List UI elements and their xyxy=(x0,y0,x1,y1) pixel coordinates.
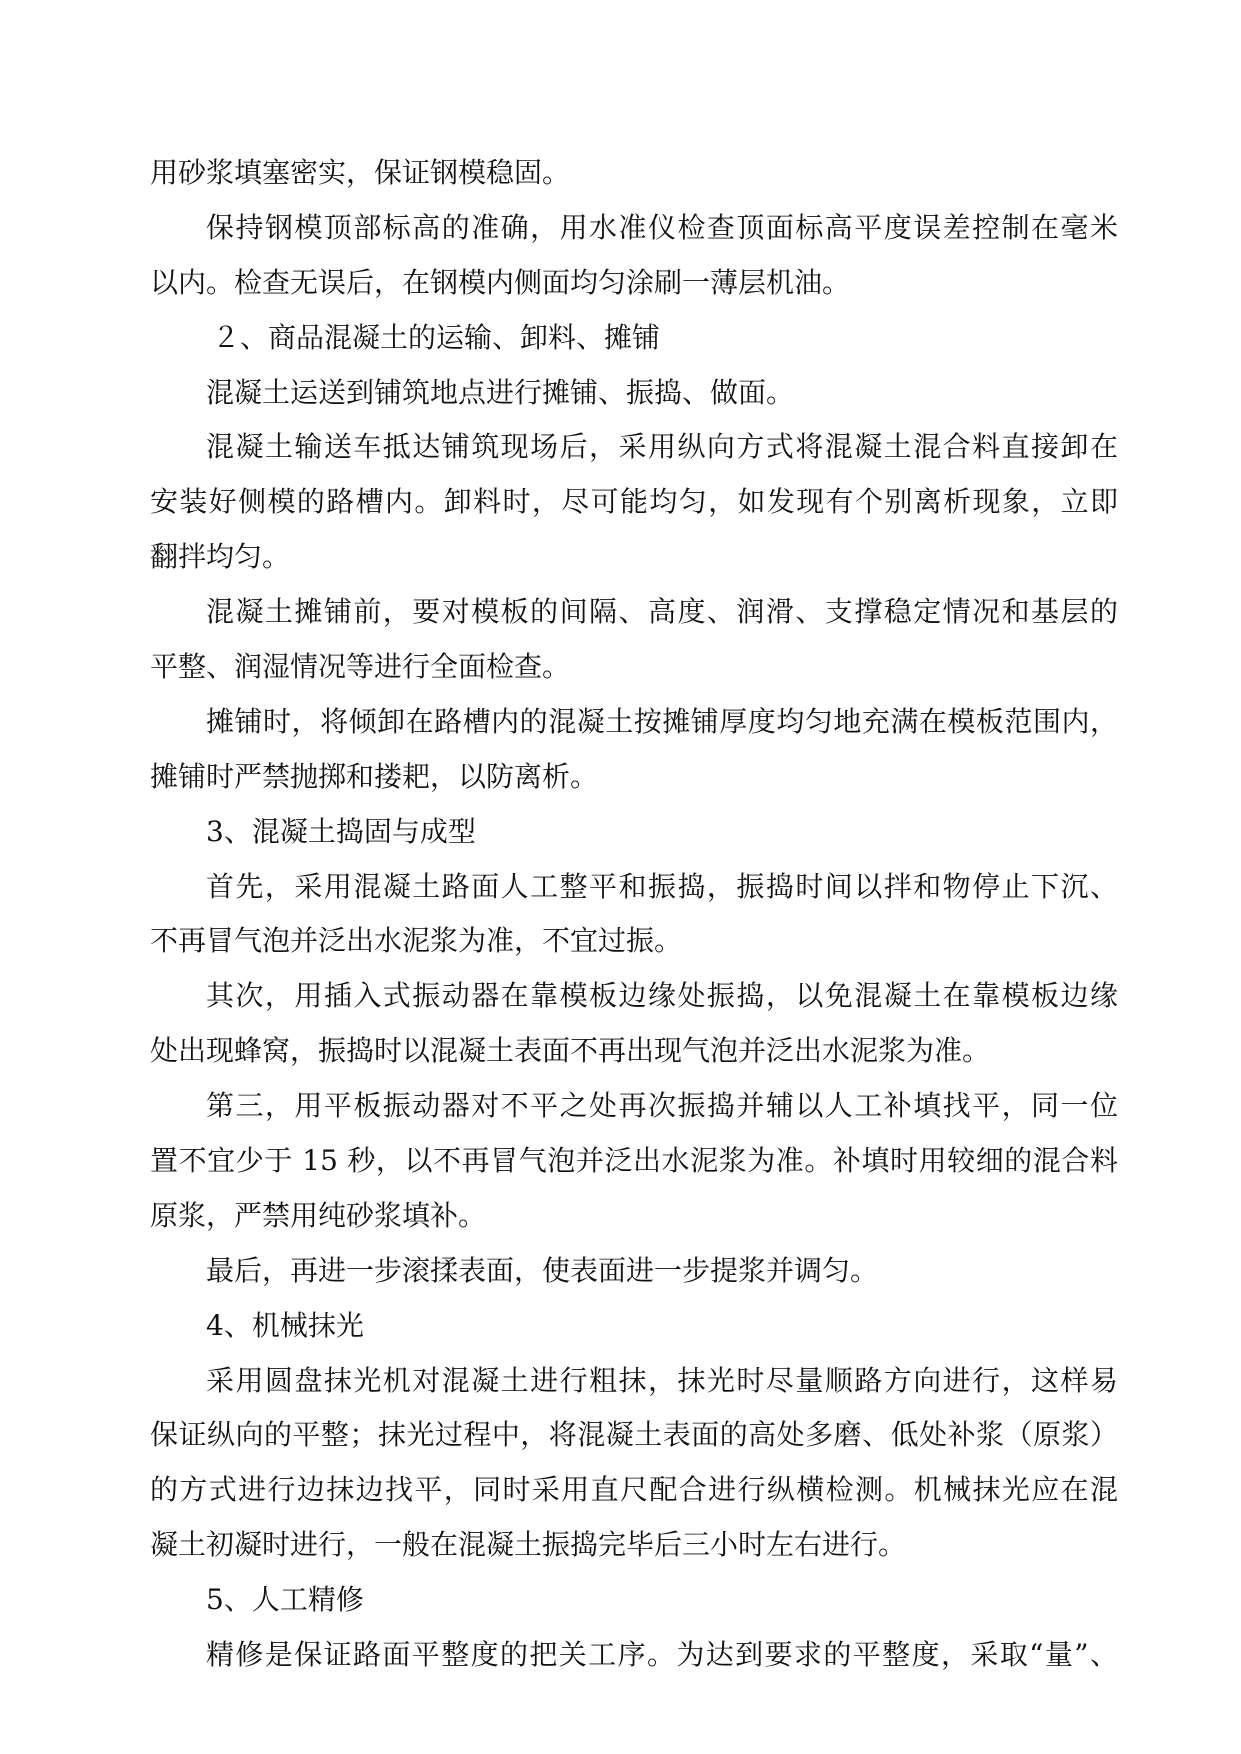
document-body xyxy=(150,146,1118,1683)
text-line: 摊铺时严禁抛掷和搂耙，以防离析。 xyxy=(150,759,599,793)
paragraph xyxy=(150,585,1118,695)
paragraph xyxy=(150,146,1118,201)
paragraph xyxy=(150,860,1118,970)
text-line: 凝土初凝时进行，一般在混凝土振捣完毕后三小时左右进行。 xyxy=(150,1528,907,1562)
section-heading xyxy=(150,311,1118,366)
text-line: 采用圆盘抹光机对混凝土进行粗抹，抹光时尽量顺路方向进行，这样易 xyxy=(206,1363,1118,1397)
paragraph xyxy=(150,695,1118,805)
text-line: 混凝土输送车抵达铺筑现场后，采用纵向方式将混凝土混合料直接卸在 xyxy=(206,430,1118,464)
text-line: 第三，用平板振动器对不平之处再次振捣并辅以人工补填找平，同一位 xyxy=(206,1089,1118,1123)
paragraph xyxy=(150,1244,1118,1299)
paragraph xyxy=(150,366,1118,421)
text-line: 翻拌均匀。 xyxy=(150,540,291,574)
text-line: 以内。检查无误后，在钢模内侧面均匀涂刷一薄层机油。 xyxy=(150,265,851,299)
text-line: 原浆，严禁用纯砂浆填补。 xyxy=(150,1198,487,1232)
paragraph xyxy=(150,420,1118,585)
text-line: 混凝土运送到铺筑地点进行摊铺、振捣、做面。 xyxy=(206,375,795,409)
text-line: 混凝土摊铺前，要对模板的间隔、高度、润滑、支撑稳定情况和基层的 xyxy=(206,595,1118,629)
text-line: 其次，用插入式振动器在靠模板边缘处振捣，以免混凝土在靠模板边缘 xyxy=(206,979,1118,1013)
heading-line: 3、混凝土捣固与成型 xyxy=(206,814,476,848)
heading-line: 5、人工精修 xyxy=(206,1583,364,1617)
section-heading xyxy=(150,1573,1118,1628)
text-line: 不再冒气泡并泛出水泥浆为准，不宜过振。 xyxy=(150,924,683,958)
paragraph xyxy=(150,201,1118,311)
text-line: 用砂浆填塞密实，保证钢模稳固。 xyxy=(150,156,571,189)
text-line: 首先，采用混凝土路面人工整平和振捣，振捣时间以拌和物停止下沉、 xyxy=(206,869,1118,903)
paragraph xyxy=(150,1079,1118,1244)
section-heading xyxy=(150,805,1118,860)
heading-line: ２、商品混凝土的运输、卸料、摊铺 xyxy=(212,320,661,354)
text-line: 的方式进行边抹边找平，同时采用直尺配合进行纵横检测。机械抹光应在混 xyxy=(150,1473,1118,1507)
text-line: 保持钢模顶部标高的准确，用水准仪检查顶面标高平度误差控制在毫米 xyxy=(206,210,1118,244)
text-line: 平整、润湿情况等进行全面检查。 xyxy=(150,650,571,684)
text-line: 安装好侧模的路槽内。卸料时，尽可能均匀，如发现有个别离析现象，立即 xyxy=(150,485,1118,519)
text-line: 最后，再进一步滚揉表面，使表面进一步提浆并调匀。 xyxy=(206,1253,879,1287)
paragraph xyxy=(150,969,1118,1079)
text-line: 置不宜少于 15 秒，以不再冒气泡并泛出水泥浆为准。补填时用较细的混合料 xyxy=(150,1144,1118,1178)
paragraph xyxy=(150,1354,1118,1574)
text-line: 处出现蜂窝，振捣时以混凝土表面不再出现气泡并泛出水泥浆为准。 xyxy=(150,1034,991,1068)
text-line: 精修是保证路面平整度的把关工序。为达到要求的平整度，采取“量”、 xyxy=(206,1638,1118,1672)
heading-line: 4、机械抹光 xyxy=(206,1308,364,1342)
paragraph xyxy=(150,1628,1118,1683)
section-heading xyxy=(150,1299,1118,1354)
text-line: 摊铺时，将倾卸在路槽内的混凝土按摊铺厚度均匀地充满在模板范围内， xyxy=(206,704,1118,738)
text-line: 保证纵向的平整；抹光过程中，将混凝土表面的高处多磨、低处补浆（原浆） xyxy=(150,1418,1118,1452)
